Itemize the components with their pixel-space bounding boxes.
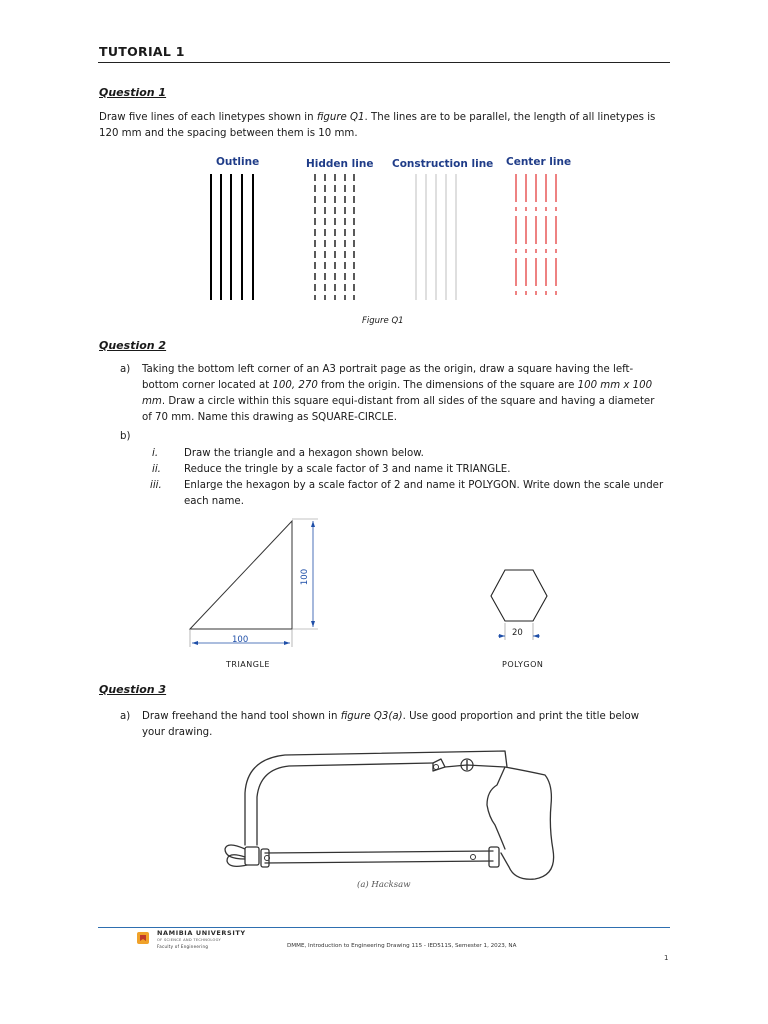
faculty-name: Faculty of Engineering [157, 944, 209, 949]
linetype-label-construction: Construction line [392, 158, 494, 170]
triangle-dimension-vertical: 100 [300, 568, 311, 586]
linetype-label-outline: Outline [216, 156, 260, 168]
question-3-heading: Question 3 [99, 683, 167, 696]
question-2-heading: Question 2 [99, 339, 167, 352]
figure-q1-caption: Figure Q1 [362, 316, 404, 326]
polygon-label: POLYGON [502, 660, 544, 669]
list-item-number: ii. [152, 464, 161, 475]
university-logo-icon [136, 931, 150, 945]
list-item: Enlarge the hexagon by a scale factor of 2 and name it POLYGON. Write down the scale under [184, 480, 664, 491]
construction-lines [416, 174, 456, 300]
question-2b-marker: b) [120, 431, 131, 442]
linetype-label-center: Center line [506, 156, 572, 168]
figure-q1-linetypes [200, 170, 580, 305]
university-name: NAMIBIA UNIVERSITY [157, 929, 246, 937]
list-item-continuation: each name. [184, 496, 244, 507]
list-item-number: iii. [150, 480, 162, 491]
question-3a-marker: a) [120, 711, 131, 722]
question-2a-text: Taking the bottom left corner of an A3 portrait page as the origin, draw a square having the left- bottom corner located at 100, 270 from the origin. The dimensions of the square are 100 mm x 100 mm. Draw a circle within this square equi-distant from all sides of the square and having a diameter of 70 mm. Name this drawing as SQUARE-CIRCLE. [142, 364, 655, 423]
list-item: Draw the triangle and a hexagon shown below. [184, 448, 424, 459]
question-1-text: Draw five lines of each linetypes shown in figure Q1. The lines are to be parallel, the length of all linetypes is 120 mm and the spacing between them is 10 mm. [99, 112, 656, 139]
header-divider [98, 62, 670, 63]
footer-divider [98, 927, 670, 928]
linetype-label-hidden: Hidden line [306, 158, 374, 170]
page-header-title: TUTORIAL 1 [99, 44, 185, 59]
question-2a-marker: a) [120, 364, 131, 375]
university-subtitle: OF SCIENCE AND TECHNOLOGY [157, 938, 222, 942]
triangle-dimension-horizontal: 100 [232, 635, 249, 645]
center-lines [516, 174, 556, 300]
list-item: Reduce the tringle by a scale factor of 3 and name it TRIANGLE. [184, 464, 511, 475]
triangle-label: TRIANGLE [226, 660, 270, 669]
hidden-lines [315, 174, 354, 300]
page-number: 1 [664, 954, 669, 962]
question-3a-text: Draw freehand the hand tool shown in figure Q3(a). Use good proportion and print the title below your drawing. [142, 711, 640, 738]
list-item-number: i. [152, 448, 159, 459]
outline-lines [211, 174, 253, 300]
figure-q3a-caption: (a) Hacksaw [357, 880, 411, 890]
question-1-heading: Question 1 [99, 86, 167, 99]
footer-course-info: DMME, Introduction to Engineering Drawing 115 - IED511S, Semester 1, 2023, NA [287, 943, 517, 949]
hexagon-dimension: 20 [512, 628, 523, 638]
